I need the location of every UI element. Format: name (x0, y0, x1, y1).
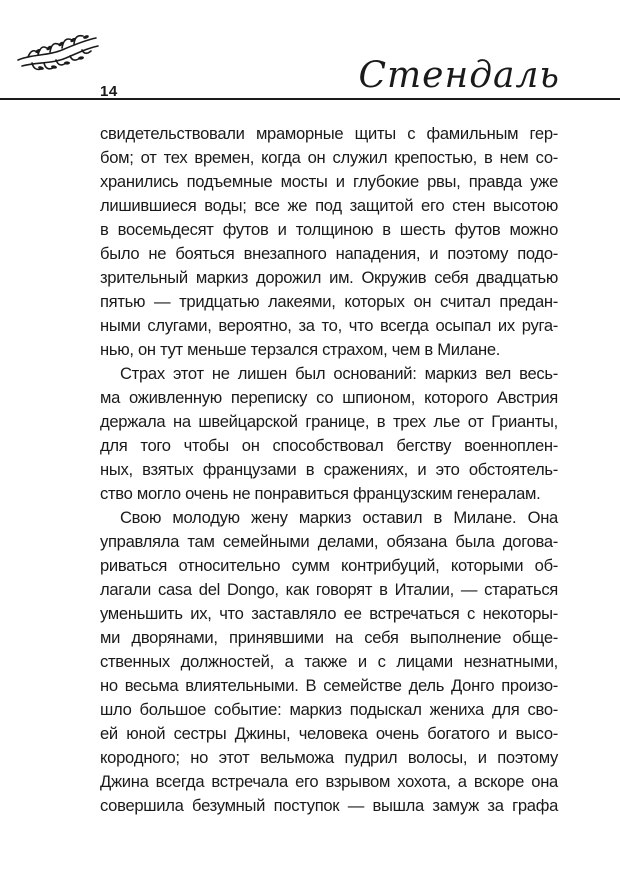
text-line: нью, он тут меньше терзался страхом, чем в Милане. (100, 340, 501, 359)
page-number: 14 (100, 83, 118, 100)
body-text (100, 122, 558, 818)
text-line: ей юной сестры Джины, человека очень богатого и высо- (100, 724, 558, 743)
text-line: Свою молодую жену маркиз оставил в Милане. Она (120, 508, 558, 527)
text-line: хранились подъемные мосты и глубокие рвы, правда уже (100, 172, 558, 191)
text-line: Страх этот не лишен был оснований: маркиз вел весь- (120, 364, 558, 383)
text-line: бом; от тех времен, когда он служил крепостью, в нем со- (100, 148, 558, 167)
text-line: уменьшить их, что заставляло ее встречаться с некоторы- (100, 604, 558, 623)
text-line: было не бояться внезапного нападения, и поэтому подо- (100, 244, 558, 263)
text-line: ственных должностей, а также и с лицами незнатными, (100, 652, 558, 671)
text-line: ными слугами, вероятно, за то, что всегда осыпал их руга- (100, 316, 558, 335)
text-line: лагали casa del Dongo, как говорят в Италии, — стараться (100, 580, 558, 599)
text-line: зрительный маркиз дорожил им. Окружив себя двадцатью (100, 268, 558, 287)
header-rule (0, 98, 620, 100)
text-line: но весьма влиятельными. В семействе дель Донго произо- (100, 676, 558, 695)
text-line: корoдного; но этот вельможа пудрил волосы, и поэтому (100, 748, 558, 767)
text-line: шло большое событие: маркиз подыскал жениха для сво- (100, 700, 558, 719)
text-line: Джина всегда встречала его взрывом хохота, а вскоре она (100, 772, 558, 791)
text-line: ма оживленную переписку со шпионом, которого Австрия (100, 388, 558, 407)
text-line: свидетельствовали мраморные щиты с фамильным гер- (100, 124, 558, 143)
paragraph (100, 122, 558, 362)
text-line: совершила безумный поступок — вышла замуж за графа (100, 796, 558, 815)
vine-ornament-icon (14, 30, 100, 74)
text-line: ство могло очень не понравиться французским генералам. (100, 484, 541, 503)
text-line: пятью — тридцатью лакеями, которых он считал предан- (100, 292, 558, 311)
text-line: для того чтобы он способствовал бегству военноплен- (100, 436, 558, 455)
text-line: управляла там семейными делами, обязана была догова- (100, 532, 558, 551)
page-header (0, 0, 620, 110)
running-head-author: Стендаль (358, 55, 560, 96)
text-line: лишившиеся воды; все же под защитой его стен высотою (100, 196, 558, 215)
paragraph (100, 362, 558, 506)
text-line: ми дворянами, принявшими на себя выполнение обще- (100, 628, 558, 647)
text-line: держала на швейцарской границе, в трех лье от Грианты, (100, 412, 558, 431)
text-line: риваться относительно сумм контрибуций, которыми об- (100, 556, 558, 575)
paragraph (100, 506, 558, 818)
text-line: в восемьдесят футов и толщиною в шесть футов можно (100, 220, 558, 239)
text-line: ных, взятых французами в сражениях, и это обстоятель- (100, 460, 558, 479)
